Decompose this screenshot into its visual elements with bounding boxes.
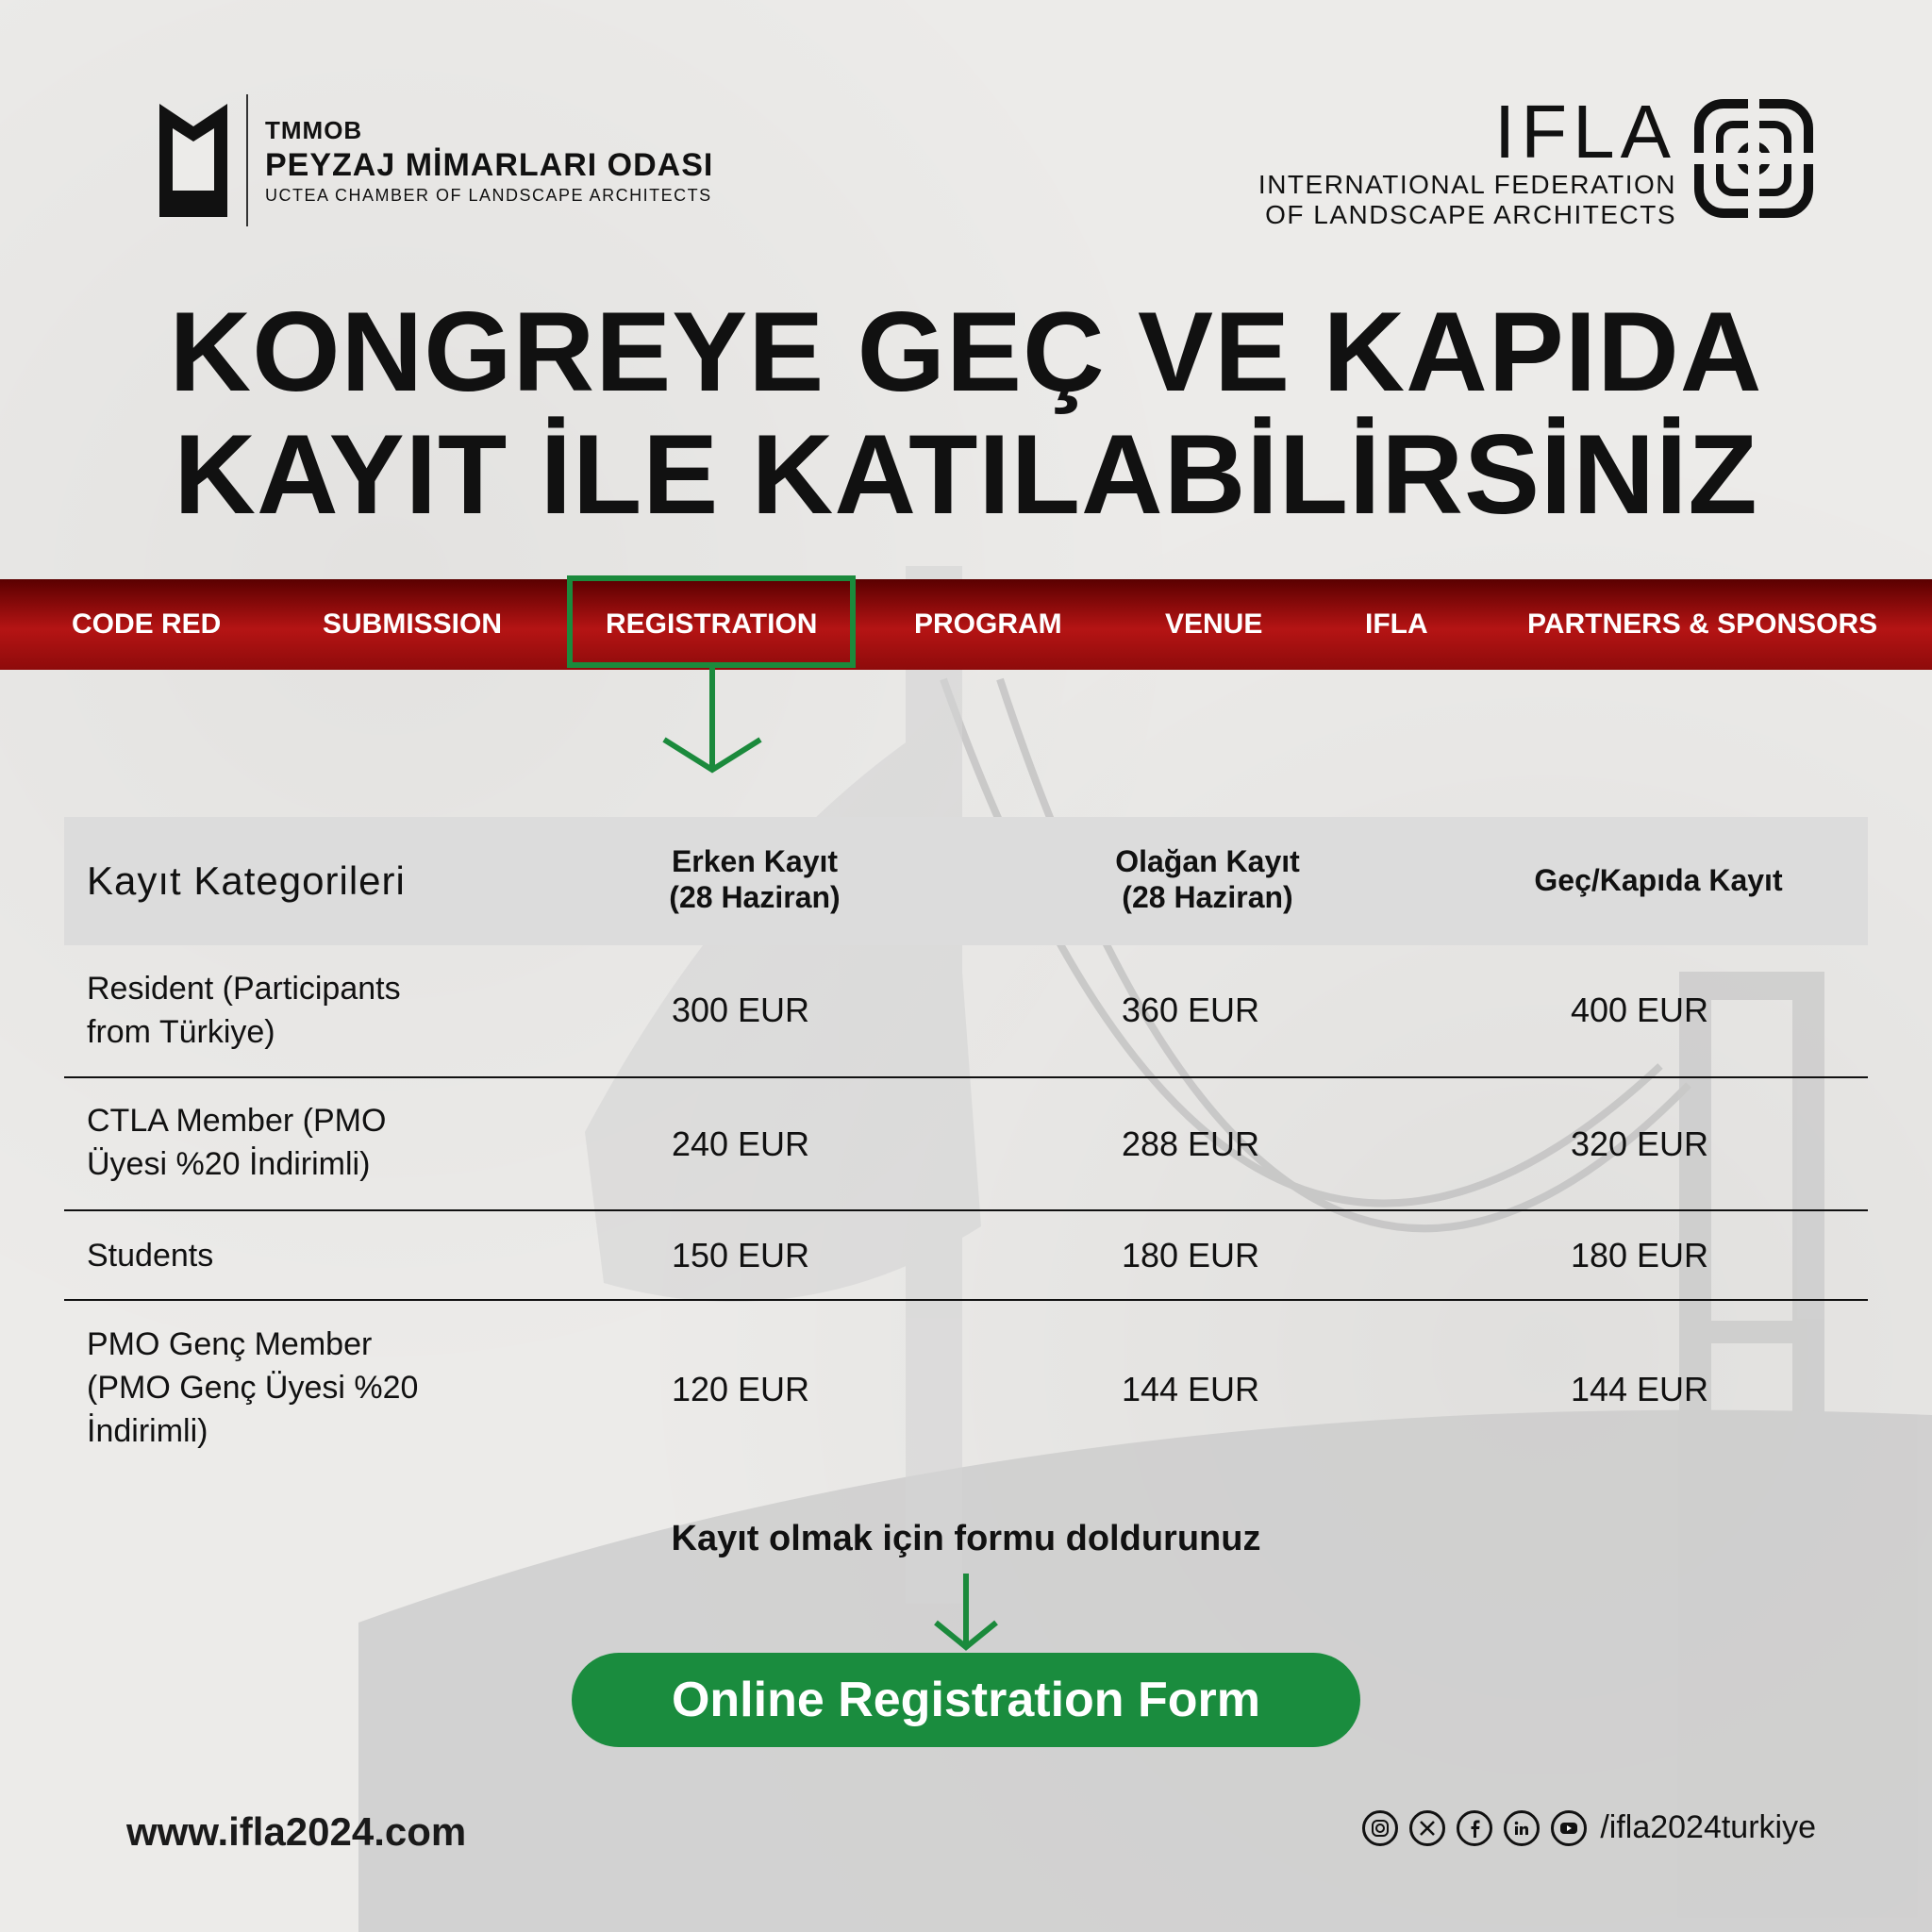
price-late: 400 EUR [1570, 991, 1709, 1029]
price-early: 150 EUR [671, 1236, 810, 1274]
social-handle[interactable]: /ifla2024turkiye [1600, 1809, 1816, 1845]
table-header [64, 817, 1868, 945]
header-late: Geç/Kapıda Kayıt [1534, 863, 1783, 897]
nav-item-partners-sponsors[interactable]: PARTNERS & SPONSORS [1527, 608, 1878, 640]
row-label: Resident (Participants from Türkiye) [87, 971, 401, 1050]
price-regular: 360 EUR [1121, 991, 1260, 1029]
youtube-icon[interactable] [1551, 1810, 1587, 1846]
online-registration-form-button[interactable]: Online Registration Form [572, 1653, 1360, 1747]
tmmob-english-name: UCTEA CHAMBER OF LANDSCAPE ARCHITECTS [265, 185, 712, 205]
ifla-name-line1: INTERNATIONAL FEDERATION [1257, 170, 1676, 199]
header-regular [1066, 843, 1349, 915]
tmmob-name: PEYZAJ MİMARLARI ODASI [265, 146, 714, 183]
ifla-name-line2: OF LANDSCAPE ARCHITECTS [1265, 200, 1676, 229]
social-links [1362, 1809, 1816, 1846]
price-regular: 180 EUR [1121, 1236, 1260, 1274]
nav-item-program[interactable]: PROGRAM [914, 608, 1062, 640]
price-late: 144 EUR [1570, 1370, 1709, 1408]
logo-divider [246, 94, 248, 226]
headline-line1: KONGREYE GEÇ VE KAPIDA [169, 289, 1763, 415]
nav-item-submission[interactable]: SUBMISSION [323, 608, 503, 640]
nav-item-ifla[interactable]: IFLA [1365, 608, 1428, 640]
instagram-icon[interactable] [1362, 1810, 1398, 1846]
price-late: 180 EUR [1570, 1236, 1709, 1274]
tmmob-abbr: TMMOB [265, 115, 363, 144]
header-regular-date: (28 Haziran) [1122, 880, 1293, 914]
website-link[interactable]: www.ifla2024.com [126, 1809, 467, 1854]
price-early: 120 EUR [671, 1370, 810, 1408]
row-label: Students [87, 1238, 214, 1274]
price-regular: 288 EUR [1121, 1124, 1260, 1163]
row-label: CTLA Member (PMO Üyesi %20 İndirimli) [87, 1103, 387, 1182]
arrow-down-icon [932, 1574, 1000, 1651]
facebook-icon[interactable] [1457, 1810, 1492, 1846]
header-regular-label: Olağan Kayıt [1115, 844, 1300, 878]
x-icon[interactable] [1409, 1810, 1445, 1846]
nav-active-highlight [567, 575, 856, 668]
tmmob-mark-icon [156, 100, 231, 221]
nav-item-code-red[interactable]: CODE RED [72, 608, 222, 640]
header-category: Kayıt Kategorileri [87, 858, 406, 903]
price-late: 320 EUR [1570, 1124, 1709, 1163]
header-early-date: (28 Haziran) [669, 880, 841, 914]
row-divider [64, 1209, 1868, 1211]
nav-item-registration[interactable]: REGISTRATION [606, 608, 818, 640]
ifla-abbr: IFLA [1494, 90, 1676, 174]
headline-line2: KAYIT İLE KATILABİLİRSİNİZ [174, 411, 1758, 538]
header-early [613, 843, 896, 915]
nav-bar [0, 579, 1932, 670]
nav-item-venue[interactable]: VENUE [1165, 608, 1263, 640]
registration-prompt: Kayıt olmak için formu doldurunuz [671, 1519, 1261, 1558]
tmmob-logo [156, 94, 713, 226]
arrow-down-icon [660, 668, 764, 776]
header-early-label: Erken Kayıt [671, 844, 839, 878]
linkedin-icon[interactable] [1504, 1810, 1540, 1846]
ifla-logo [1257, 90, 1814, 230]
price-regular: 144 EUR [1121, 1370, 1260, 1408]
row-divider [64, 1299, 1868, 1301]
price-early: 300 EUR [671, 991, 810, 1029]
ifla-mark-icon [1693, 98, 1814, 219]
row-divider [64, 1076, 1868, 1078]
row-label: PMO Genç Member (PMO Genç Üyesi %20 İndirimli) [87, 1326, 419, 1449]
price-early: 240 EUR [671, 1124, 810, 1163]
